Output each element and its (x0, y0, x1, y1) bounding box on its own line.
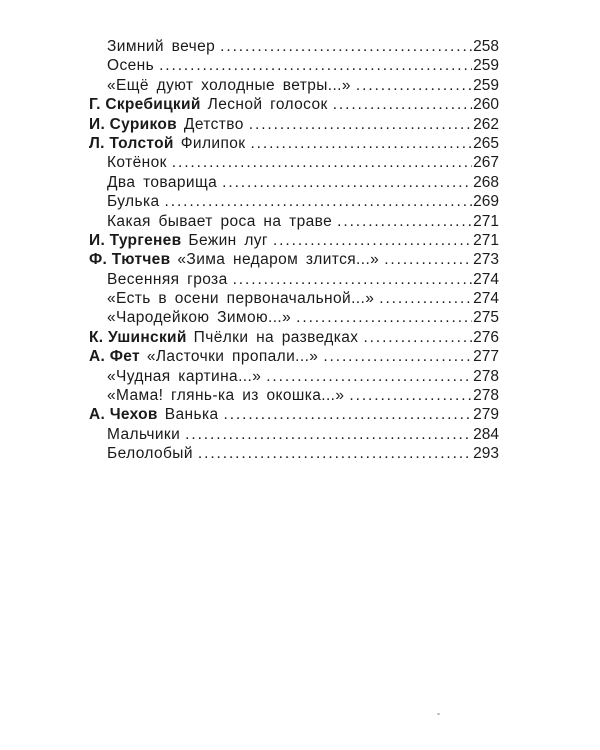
toc-title: Лесной голосок (207, 96, 328, 114)
toc-page-number: 271 (473, 231, 499, 249)
dot-leader (159, 56, 472, 75)
toc-author: Г. Скребицкий (89, 96, 201, 114)
table-of-contents (89, 37, 499, 464)
toc-entry (89, 405, 499, 424)
toc-title: Бежин луг (188, 231, 268, 249)
toc-page-number: 278 (473, 387, 499, 405)
toc-author: Л. Толстой (89, 134, 174, 152)
toc-title: «Ещё дуют холодные ветры...» (107, 76, 351, 94)
toc-title: Ванька (164, 406, 219, 424)
toc-page-number: 274 (473, 290, 499, 308)
toc-title: «Чудная картина...» (107, 367, 262, 385)
toc-entry (89, 425, 499, 444)
dot-leader (349, 386, 472, 405)
toc-page-number: 279 (473, 406, 499, 424)
toc-page-number: 259 (473, 57, 499, 75)
toc-page-number: 276 (473, 328, 499, 346)
toc-entry (89, 173, 499, 192)
toc-entry (89, 76, 499, 95)
dot-leader (384, 250, 472, 269)
dot-leader (222, 173, 472, 192)
toc-page-number: 267 (473, 154, 499, 172)
toc-title: «Ласточки пропали...» (146, 348, 319, 366)
toc-page-number: 262 (473, 115, 499, 133)
dot-leader (333, 95, 472, 114)
toc-author: К. Ушинский (89, 328, 187, 346)
toc-entry (89, 328, 499, 347)
toc-page-number: 259 (473, 76, 499, 94)
toc-title: Мальчики (107, 425, 181, 443)
toc-title: «Есть в осени первоначальной...» (107, 290, 375, 308)
toc-page-number: 269 (473, 193, 499, 211)
toc-page-number: 265 (473, 134, 499, 152)
dot-leader (379, 289, 472, 308)
toc-page-number: 277 (473, 348, 499, 366)
toc-entry (89, 270, 499, 289)
toc-page-number: 275 (473, 309, 499, 327)
toc-entry (89, 153, 499, 172)
toc-title: «Мама! глянь-ка из окошка...» (107, 387, 345, 405)
toc-author: И. Суриков (89, 115, 177, 133)
toc-title: Какая бывает роса на траве (107, 212, 333, 230)
dot-leader (323, 347, 472, 366)
dot-leader (172, 153, 472, 172)
dot-leader (337, 212, 472, 231)
toc-entry (89, 250, 499, 269)
dot-leader (165, 192, 473, 211)
toc-page-number: 273 (473, 251, 499, 269)
toc-author: И. Тургенев (89, 231, 182, 249)
toc-page-number: 258 (473, 38, 499, 55)
toc-entry (89, 347, 499, 366)
toc-title: «Зима недаром злится...» (177, 251, 380, 269)
toc-entry (89, 231, 499, 250)
dot-leader (198, 444, 472, 463)
dot-leader (224, 405, 473, 424)
toc-title: Осень (107, 57, 155, 75)
toc-title: Зимний вечер (107, 38, 216, 55)
toc-page-number: 284 (473, 425, 499, 443)
toc-entry (89, 134, 499, 153)
toc-entry (89, 37, 499, 56)
toc-title: Весенняя гроза (107, 270, 228, 288)
dot-leader (233, 270, 473, 289)
dot-leader (266, 367, 472, 386)
toc-title: Котёнок (107, 154, 167, 172)
toc-page-number: 278 (473, 367, 499, 385)
toc-page-number: 274 (473, 270, 499, 288)
toc-entry (89, 367, 499, 386)
toc-title: Булька (107, 193, 160, 211)
dot-leader (296, 308, 472, 327)
toc-title: Филипок (180, 134, 246, 152)
print-speck (437, 713, 440, 715)
toc-title: Белолобый (107, 445, 193, 463)
toc-entry (89, 115, 499, 134)
toc-author: А. Чехов (89, 406, 158, 424)
toc-entry (89, 192, 499, 211)
toc-page-number: 271 (473, 212, 499, 230)
dot-leader (249, 115, 472, 134)
dot-leader (250, 134, 472, 153)
toc-author: А. Фет (89, 348, 140, 366)
dot-leader (363, 328, 472, 347)
toc-entry (89, 308, 499, 327)
toc-entry (89, 56, 499, 75)
dot-leader (356, 76, 472, 95)
toc-author: Ф. Тютчев (89, 251, 171, 269)
toc-entry (89, 386, 499, 405)
toc-entry (89, 289, 499, 308)
toc-title: Детство (183, 115, 244, 133)
dot-leader (220, 37, 472, 56)
dot-leader (273, 231, 472, 250)
toc-page-number: 268 (473, 173, 499, 191)
toc-page-number: 260 (473, 96, 499, 114)
toc-title: Пчёлки на разведках (193, 328, 359, 346)
toc-entry (89, 444, 499, 463)
toc-title: Два товарища (107, 173, 218, 191)
toc-page-number: 293 (473, 445, 499, 463)
toc-entry (89, 212, 499, 231)
dot-leader (185, 425, 472, 444)
toc-title: «Чародейкою Зимою...» (107, 309, 292, 327)
toc-entry (89, 95, 499, 114)
